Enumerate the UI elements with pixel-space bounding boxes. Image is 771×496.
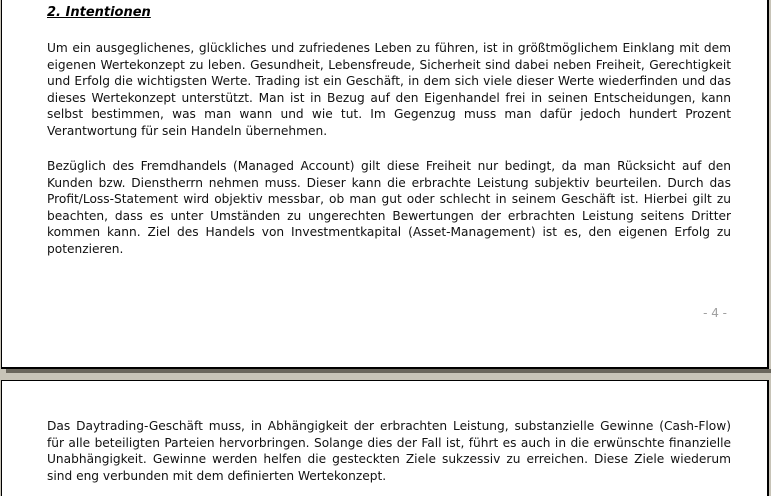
paragraph-text: Das Daytrading-Geschäft muss, in Abhängigkeit der erbrachten Leistung, substanzielle Gewinne (Cash-Flow) für alle beteiligten Parteien hervorbringen. Solange dies der Fall ist, führt es auch in die erwünschte finanzielle Unabhängigkeit. Gewinne werden helfen die gesteckten Ziele sukzessiv zu erreichen. Diese Ziele wiederum sind eng verbunden mit dem definierten Wertekonzept.: [47, 419, 731, 483]
paragraph-text: Bezüglich des Fremdhandels (Managed Account) gilt diese Freiheit nur bedingt, da man Rücksicht auf den Kunden bzw. Dienstherrn nehmen muss. Dieser kann die erbrachte Leistung subjektiv beurteilen. Durch das Profit/Loss-Statement wird objektiv messbar, ob man gut oder schlecht in seinem Geschäft ist. Hierbei gilt zu beachten, dass es unter Umständen zu ungerechten Bewertungen der erbrachten Leistung seitens Dritter kommen kann. Ziel des Handels von Investmentkapital (Asset-Management) ist es, den eigenen Erfolg zu potenzieren.: [47, 159, 731, 256]
paragraph-text: Um ein ausgeglichenes, glückliches und zufriedenes Leben zu führen, ist in größtmöglichem Einklang mit dem eigenen Wertekonzept zu leben. Gesundheit, Lebensfreude, Sicherheit sind dabei neben Freiheit, Gerechtigkeit und Erfolg die wichtigsten Werte. Trading ist ein Geschäft, in dem sich viele dieser Werte wiederfinden und das dieses Wertekonzept unterstützt. Man ist in Bezug auf den Eigenhandel frei in seinen Entscheidungen, kann selbst bestimmen, was man wann und wie tut. Im Gegenzug muss man dafür jedoch hundert Prozent Verantwortung für sein Handeln übernehmen.: [47, 41, 731, 138]
page-5: [1, 380, 769, 496]
paragraph-managed-account: [47, 158, 731, 258]
page-4: [1, 0, 769, 369]
page-gap: [0, 369, 771, 380]
paragraph-values: [47, 40, 731, 140]
paragraph-daytrading: [47, 418, 731, 484]
section-heading: 2. Intentionen: [47, 5, 151, 20]
page-number: - 4 -: [703, 306, 727, 320]
